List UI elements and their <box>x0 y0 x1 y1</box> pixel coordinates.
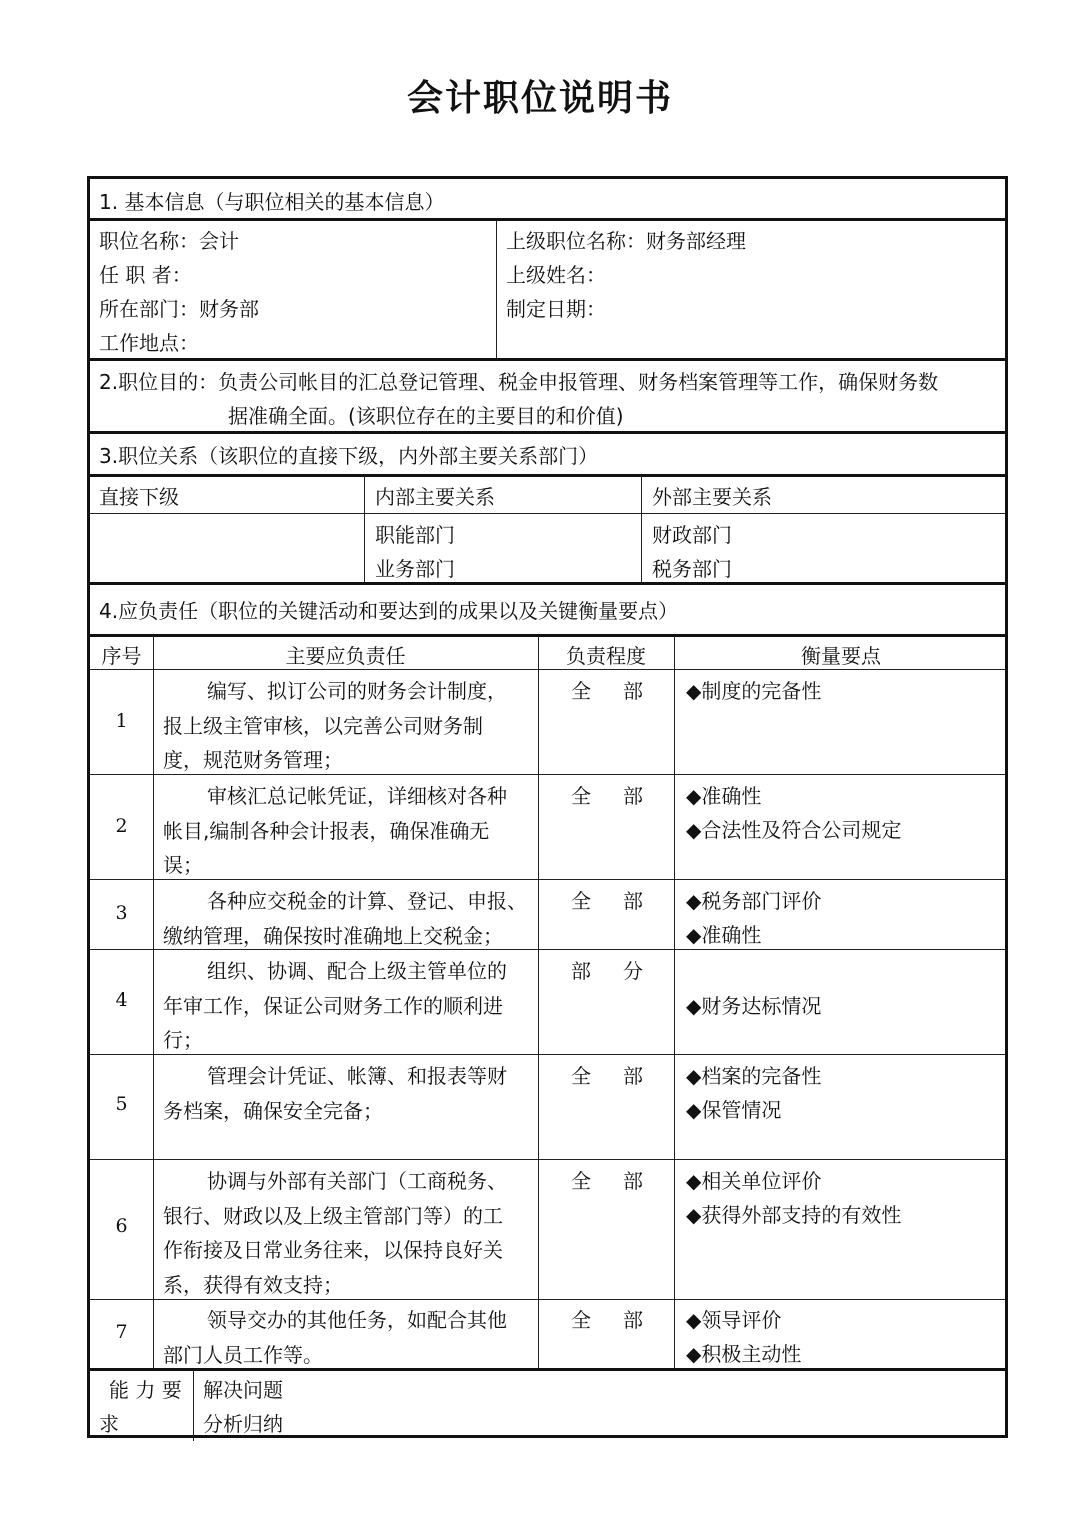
degree-char: 部 <box>623 1064 643 1088</box>
row-seq: 7 <box>115 1321 128 1343</box>
divider <box>496 220 497 359</box>
duty-line: 组织、协调、配合上级主管单位的 <box>207 959 507 983</box>
row-seq: 3 <box>115 902 128 924</box>
row-degree <box>540 1303 674 1337</box>
row-seq: 4 <box>115 989 128 1011</box>
divider <box>90 1299 1005 1300</box>
measure-item: ◆准确性 <box>686 784 762 808</box>
duty-line: 协调与外部有关部门（工商税务、 <box>207 1169 507 1193</box>
list-item: 税务部门 <box>652 557 732 581</box>
list-item: 财政部门 <box>652 523 732 547</box>
divider <box>364 476 365 582</box>
divider <box>90 1054 1005 1055</box>
row-degree <box>540 954 674 988</box>
measure-item: ◆制度的完备性 <box>686 679 822 703</box>
row-measures <box>686 674 821 708</box>
duty-line: 银行、财政以及上级主管部门等）的工 <box>163 1203 503 1228</box>
field-superior-position: 上级职位名称：财务部经理 <box>506 229 746 253</box>
duty-line: 年审工作，保证公司财务工作的顺利进 <box>163 993 503 1018</box>
degree-char: 部 <box>571 959 591 983</box>
duty-line: 度，规范财务管理； <box>163 748 343 772</box>
degree-char: 部 <box>623 679 643 703</box>
measure-item: ◆税务部门评价 <box>686 889 822 913</box>
row-duty <box>163 1059 507 1128</box>
divider <box>90 634 1005 637</box>
header-degree: 负责程度 <box>566 644 646 668</box>
divider <box>641 476 642 582</box>
measure-item: ◆相关单位评价 <box>686 1169 822 1193</box>
row-measures <box>686 989 821 1023</box>
measure-item: ◆积极主动性 <box>686 1342 802 1366</box>
divider <box>90 358 1005 361</box>
row-degree <box>540 1059 674 1093</box>
field-incumbent: 任 职 者： <box>99 263 192 287</box>
row-degree <box>540 674 674 708</box>
header-measure: 衡量要点 <box>801 644 881 668</box>
field-date: 制定日期： <box>506 297 606 321</box>
degree-char: 全 <box>571 679 591 703</box>
basic-info-left <box>99 224 259 360</box>
divider <box>674 636 675 1369</box>
row-degree <box>540 1164 674 1198</box>
external-relations-list <box>652 518 732 586</box>
row-measures <box>686 1164 901 1232</box>
basic-info-right <box>506 224 746 326</box>
field-department: 所在部门：财务部 <box>99 297 259 321</box>
row-measures <box>686 884 821 952</box>
col-external-relations: 外部主要关系 <box>652 485 772 509</box>
degree-char: 全 <box>571 1064 591 1088</box>
ability-label-line: 能 力 要 <box>109 1378 182 1402</box>
duty-line: 帐目,编制各种会计报表，确保准确无 <box>163 818 490 843</box>
duty-line: 部门人员工作等。 <box>163 1342 323 1367</box>
duty-line: 缴纳管理，确保按时准确地上交税金； <box>163 923 503 948</box>
degree-char: 部 <box>623 889 643 913</box>
divider <box>90 1368 1005 1371</box>
page-title: 会计职位说明书 <box>406 78 673 119</box>
internal-relations-list <box>375 518 455 586</box>
row-duty <box>163 884 527 953</box>
ability-label <box>99 1373 182 1441</box>
divider <box>90 949 1005 950</box>
divider <box>90 669 1005 670</box>
header-duty: 主要应负责任 <box>285 644 406 668</box>
degree-char: 部 <box>623 1308 643 1332</box>
duty-line: 各种应交税金的计算、登记、申报、 <box>207 889 527 913</box>
section3-heading: 3.职位关系（该职位的直接下级，内外部主要关系部门） <box>99 444 599 468</box>
measure-item: ◆获得外部支持的有效性 <box>686 1203 902 1227</box>
measure-item: ◆领导评价 <box>686 1308 782 1332</box>
duty-line: 误； <box>163 853 203 877</box>
divider <box>90 879 1005 880</box>
degree-char: 部 <box>623 1169 643 1193</box>
row-measures <box>686 779 901 847</box>
col-internal-relations: 内部主要关系 <box>375 485 495 509</box>
measure-item: ◆财务达标情况 <box>686 994 822 1018</box>
row-duty <box>163 954 507 1058</box>
duty-line: 系，获得有效支持； <box>163 1272 343 1297</box>
duty-line: 行； <box>163 1028 203 1052</box>
field-work-location: 工作地点： <box>99 331 199 355</box>
degree-char: 全 <box>571 1169 591 1193</box>
row-measures <box>686 1059 821 1127</box>
duty-line: 编写、拟订公司的财务会计制度， <box>207 679 507 703</box>
row-degree <box>540 884 674 918</box>
duty-line: 领导交办的其他任务，如配合其他 <box>207 1308 507 1332</box>
list-item: 分析归纳 <box>203 1412 283 1436</box>
section4-heading: 4.应负责任（职位的关键活动和要达到的成果以及关键衡量要点） <box>99 599 679 623</box>
measure-item: ◆合法性及符合公司规定 <box>686 818 902 842</box>
duty-line: 务档案，确保安全完备； <box>163 1098 383 1123</box>
field-position-name: 职位名称：会计 <box>99 229 239 253</box>
degree-char: 部 <box>623 784 643 808</box>
row-seq: 2 <box>115 815 128 837</box>
divider <box>538 636 539 1369</box>
divider <box>90 431 1005 434</box>
measure-item: ◆档案的完备性 <box>686 1064 822 1088</box>
divider <box>90 218 1005 221</box>
divider <box>90 513 1005 514</box>
duty-line: 报上级主管审核，以完善公司财务制 <box>163 713 483 738</box>
measure-item: ◆保管情况 <box>686 1098 782 1122</box>
degree-char: 全 <box>571 1308 591 1332</box>
list-item: 解决问题 <box>203 1378 283 1402</box>
divider <box>90 1159 1005 1160</box>
row-seq: 5 <box>115 1093 128 1115</box>
ability-list <box>203 1373 283 1441</box>
row-duty <box>163 1164 507 1302</box>
row-measures <box>686 1303 801 1371</box>
divider <box>90 774 1005 775</box>
divider <box>193 1370 194 1441</box>
degree-char: 全 <box>571 889 591 913</box>
section1-heading: 1. 基本信息（与职位相关的基本信息） <box>99 190 445 214</box>
measure-item: ◆准确性 <box>686 923 762 947</box>
duty-line: 审核汇总记帐凭证，详细核对各种 <box>207 784 507 808</box>
degree-char: 全 <box>571 784 591 808</box>
divider <box>90 474 1005 477</box>
section2-line1: 2.职位目的：负责公司帐目的汇总登记管理、税金申报管理、财务档案管理等工作，确保财务数 <box>99 370 939 394</box>
row-seq: 6 <box>115 1215 128 1237</box>
duty-line: 作衔接及日常业务往来，以保持良好关 <box>163 1238 503 1262</box>
row-seq: 1 <box>115 710 128 732</box>
row-duty <box>163 674 507 778</box>
job-description-table <box>87 176 1008 1438</box>
list-item: 职能部门 <box>375 523 455 547</box>
section2-line2: 据准确全面。(该职位存在的主要目的和价值) <box>228 404 624 428</box>
row-degree <box>540 779 674 813</box>
degree-char: 分 <box>623 959 643 983</box>
field-superior-name: 上级姓名： <box>506 263 606 287</box>
divider <box>153 636 154 1369</box>
duty-line: 管理会计凭证、帐簿、和报表等财 <box>207 1064 507 1088</box>
header-seq: 序号 <box>101 644 142 668</box>
row-duty <box>163 1303 507 1372</box>
col-direct-subordinates: 直接下级 <box>99 485 179 509</box>
ability-label-line: 求 <box>99 1412 119 1436</box>
list-item: 业务部门 <box>375 557 455 581</box>
row-duty <box>163 779 507 883</box>
divider <box>90 582 1005 585</box>
